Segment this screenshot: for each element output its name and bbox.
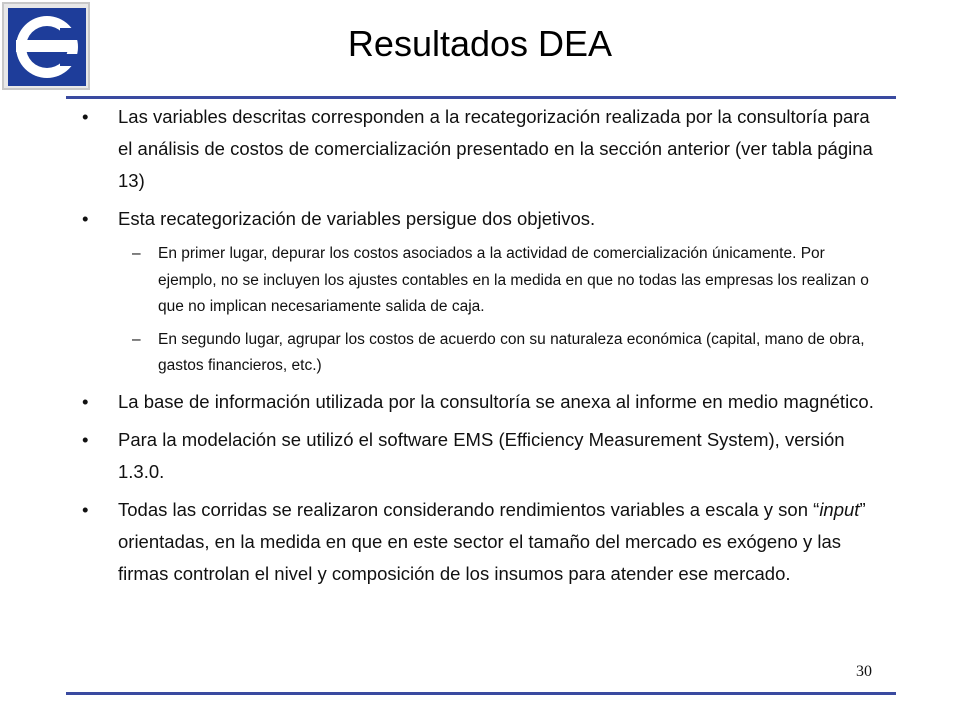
sub-bullet-mark: –: [132, 330, 141, 348]
bullet-mark: •: [82, 390, 89, 412]
bullet-item: [80, 203, 880, 235]
page-number: 30: [856, 663, 872, 680]
bullet-text: [118, 499, 866, 584]
sub-bullet-text: En segundo lugar, agrupar los costos de acuerdo con su naturaleza económica (capital, mano de obra, gastos financieros, etc.): [158, 330, 865, 374]
slide-body: [80, 101, 880, 596]
bullet-mark: •: [82, 498, 89, 520]
bullet-text-before: Todas las corridas se realizaron considerando rendimientos variables a escala y son “: [118, 498, 820, 520]
sub-bullet-item: [80, 241, 880, 321]
footer-divider: [66, 692, 896, 695]
title-divider: [66, 96, 896, 99]
bullet-mark: •: [82, 106, 89, 127]
bullet-mark: •: [82, 428, 89, 450]
sub-bullet-mark: –: [132, 245, 141, 262]
bullet-item: [80, 494, 880, 590]
bullet-text: Esta recategorización de variables persigue dos objetivos.: [118, 208, 596, 229]
bullet-text-italic: input: [819, 498, 860, 520]
sub-bullet-item: [80, 327, 880, 380]
sub-bullet-text: En primer lugar, depurar los costos asociados a la actividad de comercialización únicamente. Por ejemplo, no se incluyen los ajustes contables en la medida en que no todas las empresas los realizan o que no implican necesariamente salida de caja.: [158, 245, 869, 315]
bullet-text-after: ” orientadas, en la medida en que en este sector el tamaño del mercado es exógeno y las firmas controlan el nivel y composición de los insumos para atender ese mercado.: [118, 498, 866, 584]
bullet-text: Para la modelación se utilizó el software EMS (Efficiency Measurement System), versión 1.3.0.: [118, 428, 845, 482]
bullet-text: Las variables descritas corresponden a la recategorización realizada por la consultoría para el análisis de costos de comercialización presentado en la sección anterior (ver tabla página 13): [118, 106, 873, 191]
bullet-text: La base de información utilizada por la consultoría se anexa al informe en medio magnético.: [118, 390, 874, 412]
bullet-item: [80, 101, 880, 197]
bullet-mark: •: [82, 208, 89, 229]
bullet-item: [80, 424, 880, 488]
bullet-item: [80, 386, 880, 418]
slide-title: Resultados DEA: [347, 23, 613, 64]
